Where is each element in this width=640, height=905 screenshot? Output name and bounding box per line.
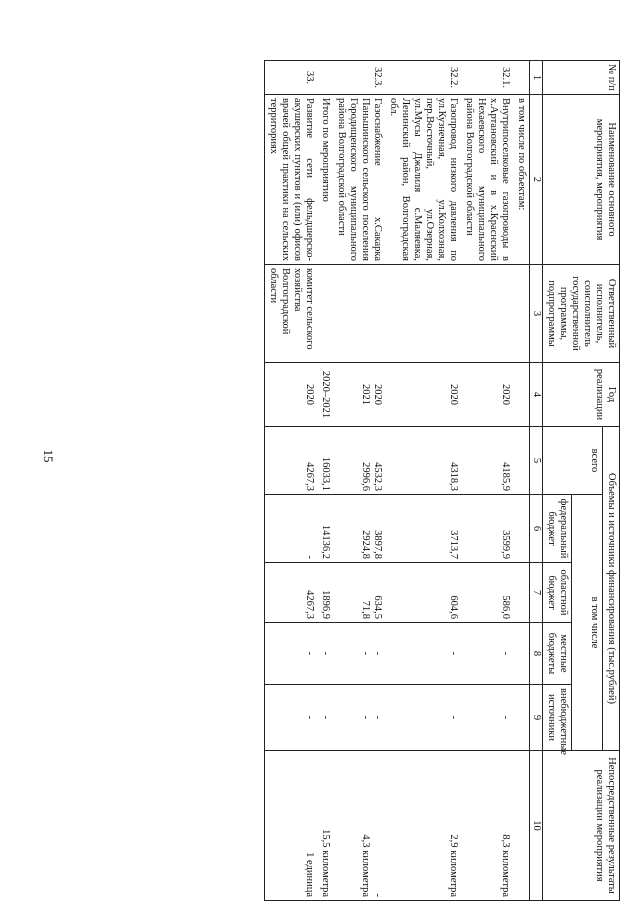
row-responsible <box>461 265 513 363</box>
row-federal: - <box>265 495 318 563</box>
row-number: 32.3. <box>333 61 385 95</box>
header-federal: федеральный бюджет <box>543 495 572 563</box>
row-federal: 14136,2 <box>317 495 333 563</box>
row-result: - 4,3 километра <box>333 751 385 901</box>
row-result: 15,5 километра <box>317 751 333 901</box>
row-total: 4318,3 <box>385 427 461 495</box>
row-total: 4185,9 <box>461 427 513 495</box>
section-label: в том числе по объектам: <box>513 95 530 265</box>
table-row <box>385 61 461 901</box>
row-responsible <box>333 265 385 363</box>
row-regional: 604,6 <box>385 563 461 623</box>
rotated-table-container <box>190 60 620 900</box>
table-row <box>317 61 333 901</box>
table-row <box>461 61 513 901</box>
row-name: Внутрипоселковые газопроводы в х.Артановский и в х.Краснский Нехаевского муниципального района Волгоградской области <box>461 95 513 265</box>
row-local: - <box>265 623 318 685</box>
row-regional: 634,5 71,8 <box>333 563 385 623</box>
row-name: Газопровод низкого давления по ул.Кузнечная, ул.Колхозная, пер.Восточный, ул.Озерная, ул.Мусы Джалиля с.Маляевка, Ленинский район, Волгоградская обл. <box>385 95 461 265</box>
row-extrabudget: - - <box>333 685 385 751</box>
header-including: в том числе <box>572 495 603 751</box>
row-name: Итого по мероприятию <box>317 95 333 265</box>
row-name: Газоснабжение х.Сакарка Паньшинского сельского поселения Городищенского муниципального района Волгоградской области <box>333 95 385 265</box>
row-total: 16033,1 <box>317 427 333 495</box>
row-responsible: комитет сельского хозяйства Волгоградской области <box>265 265 318 363</box>
row-year: 2020 2021 <box>333 363 385 427</box>
row-total: 4267,3 <box>265 427 318 495</box>
row-local: - <box>385 623 461 685</box>
row-result: 2,9 километра <box>385 751 461 901</box>
row-federal: 3713,7 <box>385 495 461 563</box>
row-name: Развитие сети фельдшерско-акушерских пунктов и (или) офисов врачей общей практики на сельских территориях <box>265 95 318 265</box>
header-year: Год реализации <box>543 363 620 427</box>
col-num-6: 6 <box>530 495 543 563</box>
row-local: - <box>461 623 513 685</box>
col-num-1: 1 <box>530 61 543 95</box>
header-extrabudget: внебюджетные источники <box>543 685 572 751</box>
row-extrabudget: - <box>461 685 513 751</box>
header-regional: областной бюджет <box>543 563 572 623</box>
header-local: местные бюджеты <box>543 623 572 685</box>
col-num-5: 5 <box>530 427 543 495</box>
row-local: - <box>317 623 333 685</box>
row-federal: 3599,9 <box>461 495 513 563</box>
row-number: 33. <box>265 61 318 95</box>
row-regional: 1896,9 <box>317 563 333 623</box>
table-body <box>265 61 514 901</box>
row-total: 4532,3 2996,6 <box>333 427 385 495</box>
header-number: № п/п <box>543 61 620 95</box>
page-number: 15 <box>41 449 56 463</box>
row-year: 2020 <box>385 363 461 427</box>
row-responsible <box>317 265 333 363</box>
header-name: Наименование основного мероприятия, мероприятия <box>543 95 620 265</box>
row-number: 32.1. <box>461 61 513 95</box>
row-extrabudget: - <box>385 685 461 751</box>
row-responsible <box>385 265 461 363</box>
header-total: всего <box>543 427 603 495</box>
header-funding: Объемы и источники финансирования (тыс.рублей) <box>603 427 620 751</box>
row-extrabudget: - <box>265 685 318 751</box>
col-num-9: 9 <box>530 685 543 751</box>
row-local: - - <box>333 623 385 685</box>
row-year: 2020–2021 <box>317 363 333 427</box>
row-number <box>317 61 333 95</box>
col-num-10: 10 <box>530 751 543 901</box>
table-row <box>333 61 385 901</box>
row-regional: 586,0 <box>461 563 513 623</box>
row-federal: 3897,8 2924,8 <box>333 495 385 563</box>
header-results: Непосредственные результаты реализации мероприятия <box>543 751 620 901</box>
row-year: 2020 <box>461 363 513 427</box>
row-year: 2020 <box>265 363 318 427</box>
col-num-7: 7 <box>530 563 543 623</box>
row-number: 32.2. <box>385 61 461 95</box>
funding-table <box>264 60 620 901</box>
row-extrabudget: - <box>317 685 333 751</box>
col-num-4: 4 <box>530 363 543 427</box>
col-num-8: 8 <box>530 623 543 685</box>
row-regional: 4267,3 <box>265 563 318 623</box>
header-responsible: Ответственный исполнитель, соисполнитель государственной программы, подпрограммы <box>543 265 620 363</box>
col-num-3: 3 <box>530 265 543 363</box>
row-result: 8,3 километра <box>461 751 513 901</box>
table-row <box>265 61 318 901</box>
col-num-2: 2 <box>530 95 543 265</box>
row-result: 1 единица <box>265 751 318 901</box>
